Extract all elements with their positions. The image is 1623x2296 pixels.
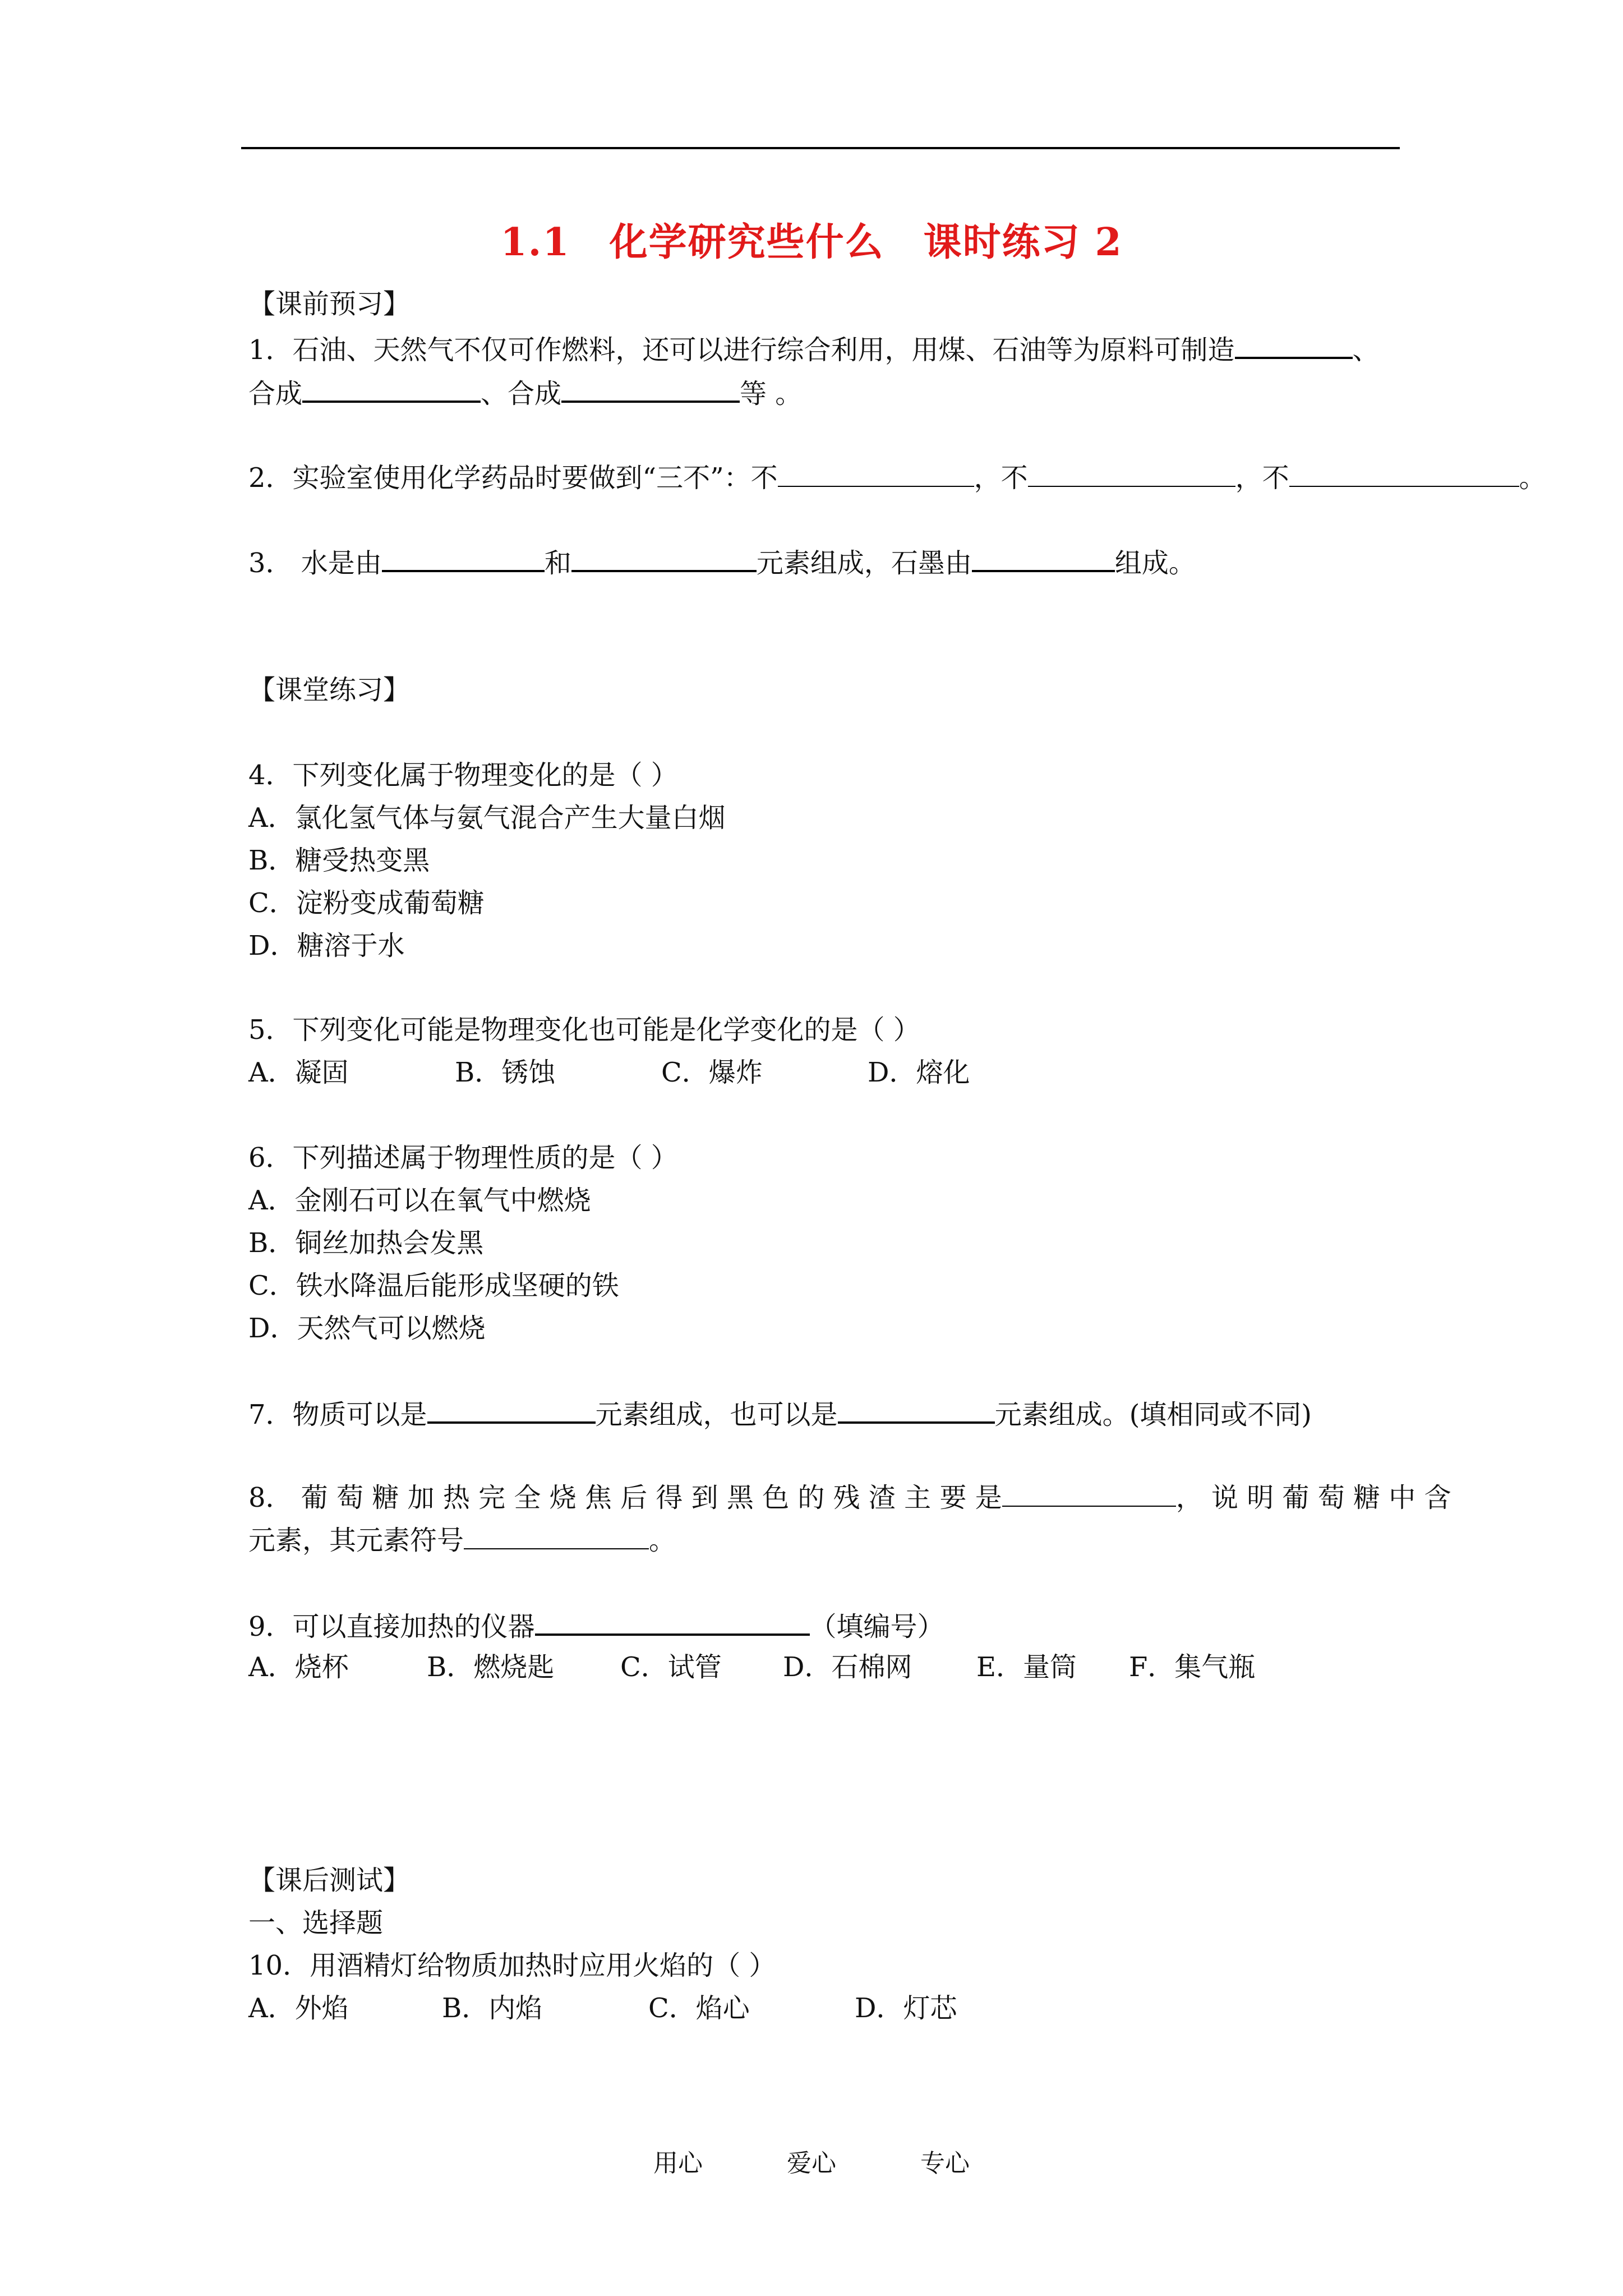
answer-blank[interactable] <box>1002 1479 1176 1507</box>
part-1-heading: 一、选择题 <box>248 1907 384 1939</box>
question-6-option-b: B．铜丝加热会发黑 <box>248 1227 484 1259</box>
question-4-option-d: D．糖溶于水 <box>248 930 405 961</box>
answer-blank[interactable] <box>778 459 974 487</box>
question-6-option-d: D．天然气可以燃烧 <box>248 1313 486 1344</box>
question-6-option-a: A．金刚石可以在氧气中燃烧 <box>248 1185 591 1216</box>
question-2: 2．实验室使用化学药品时要做到“三不”：不 ，不 ，不 。 <box>248 459 1546 496</box>
header-rule <box>241 147 1400 149</box>
answer-blank[interactable] <box>838 1395 995 1424</box>
answer-blank[interactable] <box>427 1395 596 1424</box>
section-class: 【课堂练习】 <box>248 674 411 706</box>
section-preview: 【课前预习】 <box>248 288 411 320</box>
question-5-stem: 5．下列变化可能是物理变化也可能是化学变化的是（ ） <box>248 1014 920 1046</box>
answer-blank[interactable] <box>382 543 545 572</box>
question-1-line-2: 合成 、合成 等 。 <box>248 374 802 412</box>
answer-blank[interactable] <box>1235 330 1353 359</box>
question-6-stem: 6．下列描述属于物理性质的是（ ） <box>248 1142 678 1174</box>
question-10-stem: 10．用酒精灯给物质加热时应用火焰的（ ） <box>248 1950 776 1981</box>
question-1-line-1: 1．石油、天然气不仅可作燃料，还可以进行综合利用，用煤、石油等为原料可制造 、 <box>248 330 1380 368</box>
question-4-option-a: A．氯化氢气体与氨气混合产生大量白烟 <box>248 802 726 834</box>
question-7: 7．物质可以是 元素组成，也可以是 元素组成。(填相同或不同) <box>248 1395 1312 1433</box>
question-9-stem: 9．可以直接加热的仪器 （填编号） <box>248 1607 944 1645</box>
footer-text: 爱心 <box>787 2149 836 2178</box>
title-sub: 课时练习 2 <box>923 220 1123 265</box>
answer-blank[interactable] <box>535 1607 810 1636</box>
question-4-stem: 4．下列变化属于物理变化的是（ ） <box>248 760 678 791</box>
title-number: 1.1 <box>500 220 570 265</box>
question-3: 3． 水是由 和 元素组成，石墨由 组成。 <box>248 543 1196 581</box>
answer-blank[interactable] <box>972 543 1115 572</box>
question-9-options: A．烧杯 B．燃烧匙 C．试管 D．石棉网 E．量筒 F．集气瓶 <box>248 1651 1256 1683</box>
question-4-option-c: C．淀粉变成葡萄糖 <box>248 887 485 919</box>
question-8-line-2: 元素，其元素符号 。 <box>248 1521 676 1558</box>
answer-blank[interactable] <box>464 1521 649 1549</box>
answer-blank[interactable] <box>302 374 481 403</box>
answer-blank[interactable] <box>1028 459 1235 487</box>
answer-blank[interactable] <box>561 374 740 403</box>
question-10-options: A．外焰 B．内焰 C．焰心 D．灯芯 <box>248 1993 957 2024</box>
answer-blank[interactable] <box>1289 459 1519 487</box>
footer-text: 专心 <box>920 2149 970 2178</box>
question-6-option-c: C．铁水降温后能形成坚硬的铁 <box>248 1270 619 1301</box>
page-title <box>0 212 1623 266</box>
answer-blank[interactable] <box>571 543 757 572</box>
title-main: 化学研究些什么 <box>609 220 884 265</box>
footer-text: 用心 <box>653 2149 703 2178</box>
question-8-line-1: 8． 葡 萄 糖 加 热 完 全 烧 焦 后 得 到 黑 色 的 残 渣 主 要 是 ， 说 明 葡 萄 糖 中 含 <box>248 1479 1451 1516</box>
page-footer <box>0 2143 1623 2179</box>
question-5-options: A．凝固 B．锈蚀 C．爆炸 D．熔化 <box>248 1057 970 1088</box>
question-4-option-b: B．糖受热变黑 <box>248 845 430 876</box>
section-after: 【课后测试】 <box>248 1865 411 1896</box>
